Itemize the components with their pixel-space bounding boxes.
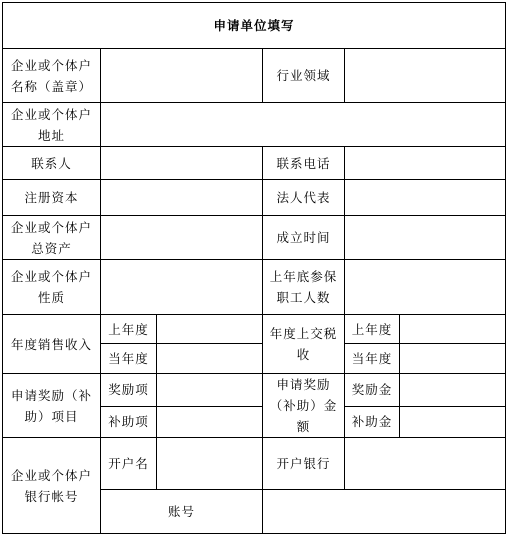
established-label: 成立时间 [263, 216, 345, 260]
industry-field[interactable] [345, 49, 506, 103]
contact-person-field[interactable] [101, 147, 263, 180]
account-name-label: 开户名 [101, 438, 157, 490]
company-name-label: 企业或个体户名称（盖章） [3, 49, 101, 103]
legal-rep-field[interactable] [345, 180, 506, 216]
contact-person-label: 联系人 [3, 147, 101, 180]
insured-staff-label: 上年底参保职工人数 [263, 260, 345, 315]
reward-amount-field[interactable] [400, 374, 506, 407]
sales-last-year-label: 上年度 [101, 315, 157, 344]
apply-amount-label: 申请奖励（补助）金额 [263, 374, 345, 438]
reward-item-label: 奖励项 [101, 374, 157, 407]
sales-current-year-label: 当年度 [101, 344, 157, 374]
reward-amount-label: 奖励金 [345, 374, 400, 407]
annual-sales-label: 年度销售收入 [3, 315, 101, 374]
apply-item-label: 申请奖励（补助）项目 [3, 374, 101, 438]
contact-phone-label: 联系电话 [263, 147, 345, 180]
reward-item-field[interactable] [157, 374, 263, 407]
established-field[interactable] [345, 216, 506, 260]
annual-tax-label: 年度上交税收 [263, 315, 345, 374]
nature-label: 企业或个体户性质 [3, 260, 101, 315]
contact-phone-field[interactable] [345, 147, 506, 180]
legal-rep-label: 法人代表 [263, 180, 345, 216]
subsidy-item-label: 补助项 [101, 406, 157, 438]
bank-field[interactable] [345, 438, 506, 490]
subsidy-item-field[interactable] [157, 406, 263, 438]
industry-label: 行业领域 [263, 49, 345, 103]
tax-last-year-label: 上年度 [345, 315, 400, 344]
account-number-field[interactable] [263, 490, 506, 534]
account-name-field[interactable] [157, 438, 263, 490]
total-assets-field[interactable] [101, 216, 263, 260]
subsidy-amount-label: 补助金 [345, 406, 400, 438]
bank-label: 开户银行 [263, 438, 345, 490]
nature-field[interactable] [101, 260, 263, 315]
application-form-table [2, 2, 506, 534]
tax-current-year-field[interactable] [400, 344, 506, 374]
account-number-label: 账号 [101, 490, 263, 534]
registered-capital-field[interactable] [101, 180, 263, 216]
sales-current-year-field[interactable] [157, 344, 263, 374]
company-address-field[interactable] [101, 103, 506, 147]
registered-capital-label: 注册资本 [3, 180, 101, 216]
company-address-label: 企业或个体户地址 [3, 103, 101, 147]
form-title: 申请单位填写 [3, 3, 506, 49]
tax-current-year-label: 当年度 [345, 344, 400, 374]
insured-staff-field[interactable] [345, 260, 506, 315]
company-name-field[interactable] [101, 49, 263, 103]
subsidy-amount-field[interactable] [400, 406, 506, 438]
sales-last-year-field[interactable] [157, 315, 263, 344]
total-assets-label: 企业或个体户总资产 [3, 216, 101, 260]
tax-last-year-field[interactable] [400, 315, 506, 344]
bank-account-label: 企业或个体户银行帐号 [3, 438, 101, 534]
